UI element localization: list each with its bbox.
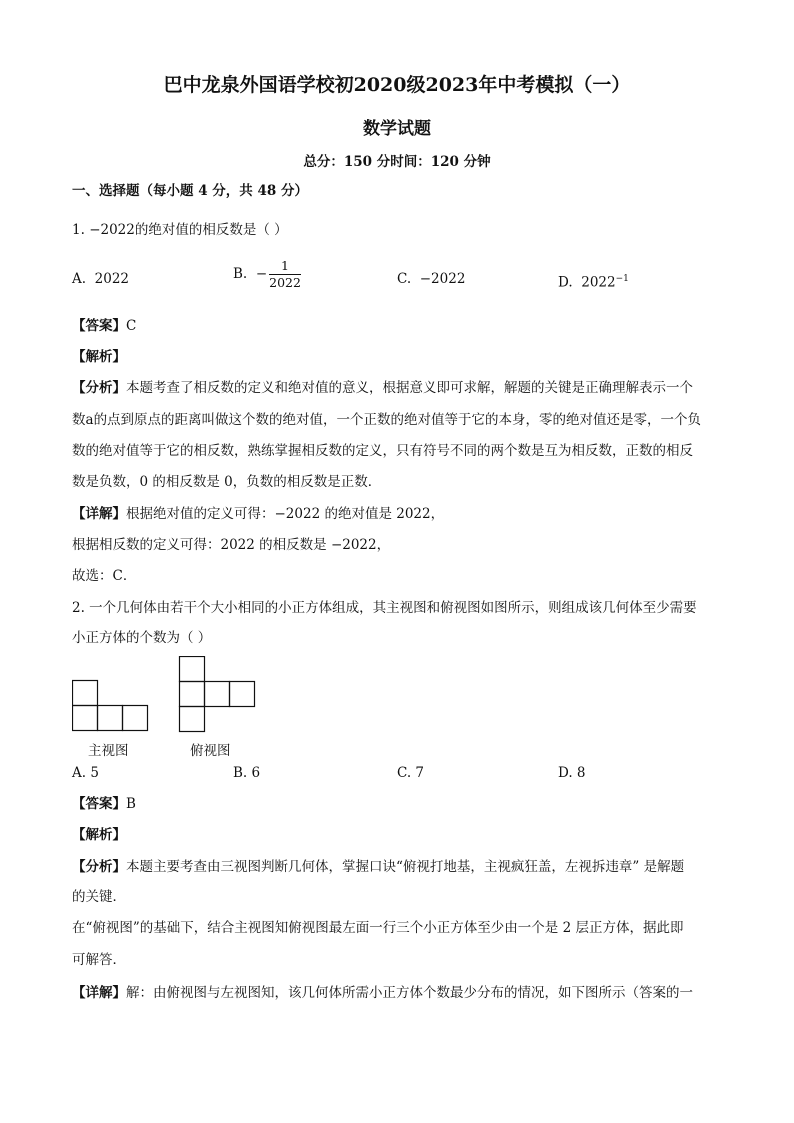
q1-option-d: D. $2022^{-1}$ [558, 274, 629, 291]
top-view-cube [180, 707, 205, 732]
q1-number: 1. [72, 222, 85, 238]
q1-stem [72, 220, 288, 240]
q1-option-a: A. 2022 [72, 271, 129, 287]
q2-fenxi-line-1: 【分析】本题主要考查由三视图判断几何体，掌握口诀“俯视打地基，主视疯狂盖，左视拆违章” 是解题 [72, 859, 685, 875]
q1-expression: −2022 [89, 222, 135, 238]
subject-title: 数学试题 [363, 119, 431, 139]
q1-fenxi-line-3: 数的绝对值等于它的相反数，熟练掌握相反数的定义，只有符号不同的两个数是互为相反数，正数的相反 [72, 443, 693, 459]
q2-xiangjie-line-1: 【详解】解：由俯视图与左视图知，该几何体所需小正方体个数最少分布的情况，如下图所示（答案的一 [72, 985, 693, 1001]
q2-analysis-tag: 【解析】 [72, 827, 126, 843]
q2-option-a: A. 5 [72, 765, 99, 781]
q1-stem-text: 的绝对值的相反数是（ ） [134, 222, 288, 238]
front-view-cube [123, 706, 148, 731]
q1-option-b: B. − $\frac{1}{2022}$ [233, 258, 301, 290]
q2-option-b: B. 6 [233, 765, 261, 781]
q2-body-line-2: 可解答． [72, 952, 126, 968]
q1-answer: 【答案】C [72, 318, 137, 334]
q1-option-b-fraction: $\frac{1}{2022}$ [269, 258, 301, 290]
q1-xiangjie-line-2: 根据相反数的定义可得：2022 的相反数是 −2022， [72, 537, 391, 553]
q1-analysis-tag: 【解析】 [72, 349, 126, 365]
section-heading: 一、选择题（每小题 4 分，共 48 分） [72, 183, 308, 199]
q2-three-view-figure [72, 656, 292, 736]
q2-answer: 【答案】B [72, 796, 136, 812]
q2-stem-line-2: 小正方体的个数为（ ） [72, 630, 212, 646]
top-view-cube [230, 682, 255, 707]
q1-xiangjie-line-1: 【详解】根据绝对值的定义可得：−2022 的绝对值是 2022， [72, 506, 445, 522]
q2-option-d: D. 8 [558, 765, 586, 781]
top-view-figure [180, 657, 255, 732]
front-view-cube [98, 706, 123, 731]
q1-fenxi-line-4: 数是负数，0 的相反数是 0，负数的相反数是正数． [72, 474, 382, 490]
q1-fenxi-line-1: 【分析】本题考查了相反数的定义和绝对值的意义，根据意义即可求解，解题的关键是正确理解表示一个 [72, 380, 693, 396]
q2-body-line-1: 在“俯视图”的基础下，结合主视图知俯视图最左面一行三个小正方体至少由一个是 2 层正方体，据此即 [72, 920, 684, 936]
front-view-cube [73, 706, 98, 731]
front-view-figure [73, 681, 148, 731]
q1-xiangjie-line-3: 故选：C． [72, 568, 137, 584]
q2-option-c: C. 7 [397, 765, 425, 781]
q2-stem-line-1: 2. 一个几何体由若干个大小相同的小正方体组成，其主视图和俯视图如图所示，则组成该几何体至少需要 [72, 600, 697, 616]
top-view-caption: 俯视图 [190, 743, 231, 759]
top-view-cube [180, 682, 205, 707]
exam-title: 巴中龙泉外国语学校初2020级2023年中考模拟（一） [163, 74, 631, 96]
top-view-cube [180, 657, 205, 682]
top-view-cube [205, 682, 230, 707]
exam-meta: 总分：150 分时间：120 分钟 [303, 154, 491, 170]
front-view-caption: 主视图 [88, 743, 129, 759]
q1-fenxi-line-2: 数a的点到原点的距离叫做这个数的绝对值，一个正数的绝对值等于它的本身，零的绝对值还是零，一个负 [72, 412, 702, 428]
q2-fenxi-line-2: 的关键． [72, 889, 126, 905]
front-view-cube [73, 681, 98, 706]
q1-option-c: C. −2022 [397, 271, 466, 287]
